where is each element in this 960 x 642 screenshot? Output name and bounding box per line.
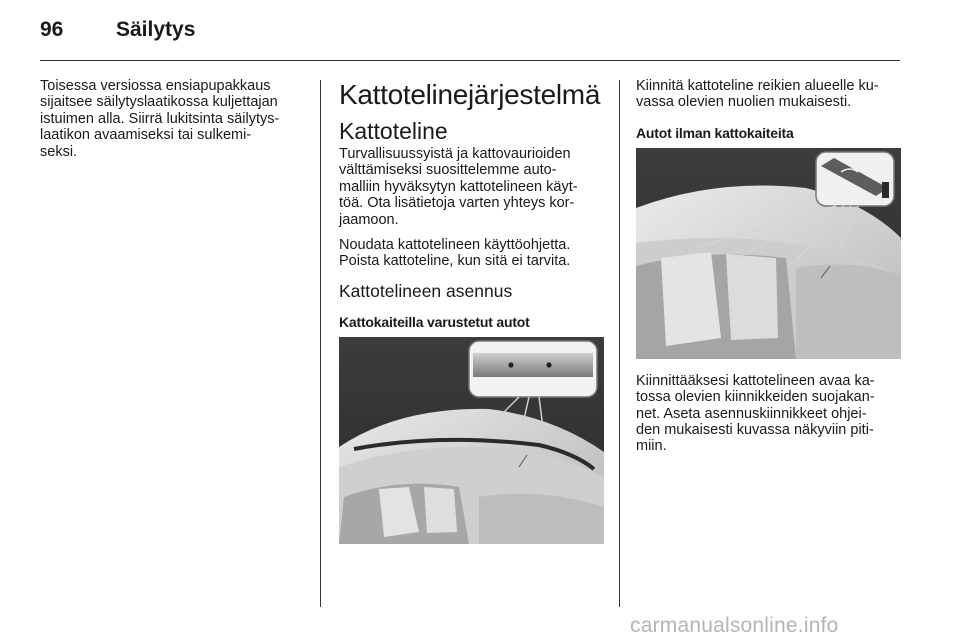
cars-with-roof-rails-heading: Kattokaiteilla varustetut autot xyxy=(339,313,530,330)
column-1 xyxy=(40,78,308,169)
watermark-link[interactable]: carmanualsonline.info xyxy=(630,614,839,637)
column-2 xyxy=(339,78,604,544)
install-brackets-paragraph: Kiinnittääksesi kattotelineen avaa ka- tossa olevien kiinnikkeiden suojakan- net. Aseta asennuskiinnikkeet ohjei- den mukaisesti kuvassa näkyviin piti- miin. xyxy=(636,372,875,455)
roof-rails-car-illustration xyxy=(339,337,604,544)
column-divider-left xyxy=(320,80,321,607)
section-title: Säilytys xyxy=(116,18,196,41)
roof-rack-instructions-paragraph: Noudata kattotelineen käyttöohjetta. Poista kattoteline, kun sitä ei tarvita. xyxy=(339,237,571,270)
cars-without-roof-rails-heading: Autot ilman kattokaiteita xyxy=(636,124,794,141)
column-divider-right xyxy=(619,80,620,607)
roof-rack-safety-paragraph: Turvallisuussyistä ja kattovaurioiden välttämiseksi suosittelemme auto- malliin hyväksytyn kattotelineen käyt- töä. Ota lisätietoja varten yhteys kor- jaamoon. xyxy=(339,146,578,228)
column-3 xyxy=(636,78,906,464)
header-rule xyxy=(40,60,900,61)
no-roof-rails-car-illustration xyxy=(636,148,901,359)
roof-rack-installation-heading: Kattotelineen asennus xyxy=(339,280,513,301)
page-number: 96 xyxy=(40,18,64,41)
roof-rack-heading: Kattoteline xyxy=(339,118,448,144)
first-aid-kit-paragraph: Toisessa versiossa ensiapupakkaus sijaitsee säilytyslaatikossa kuljettajan istuimen alla. Siirrä lukitsinta säilytys- laatikon avaamiseksi tai sulkemi- seksi. xyxy=(40,78,280,160)
roof-rack-system-heading: Kattotelinejärjestelmä xyxy=(339,79,601,110)
attach-roof-rack-paragraph: Kiinnitä kattoteline reikien alueelle ku- vassa olevien nuolien mukaisesti. xyxy=(636,78,879,111)
